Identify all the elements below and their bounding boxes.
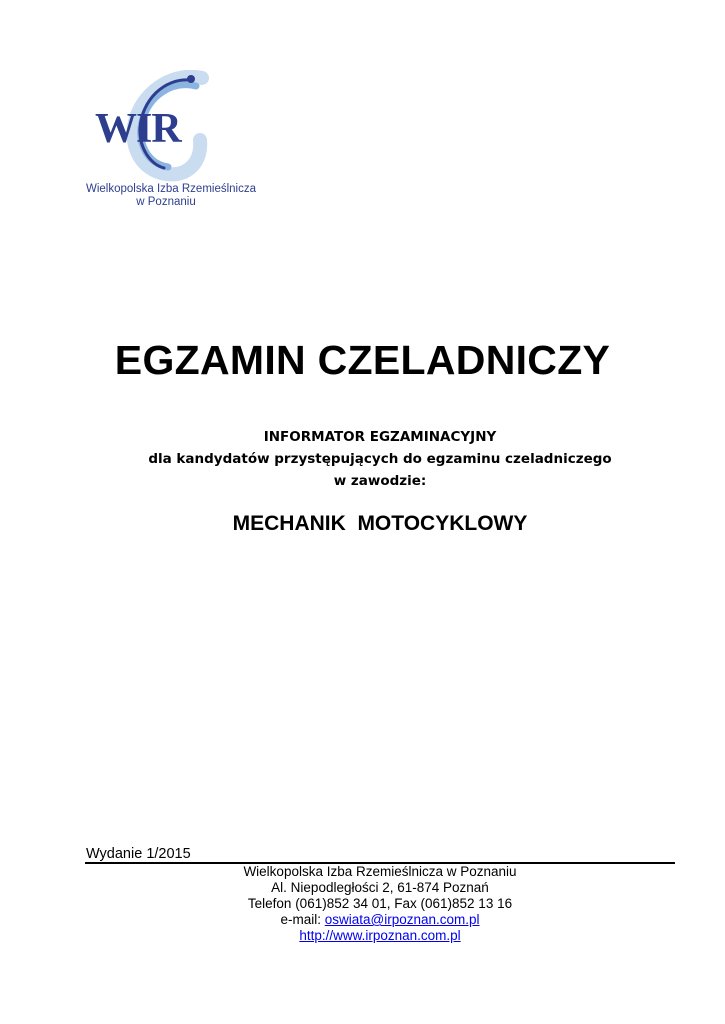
- logo-emblem: [84, 70, 244, 190]
- subtitle-block: [0, 426, 725, 492]
- edition-label: Wydanie 1/2015: [86, 846, 191, 862]
- footer-email-link[interactable]: oswiata@irpoznan.com.pl: [324, 912, 480, 927]
- footer-website-row: [85, 928, 675, 944]
- footer-email-label: e-mail:: [280, 912, 325, 927]
- footer-phone-fax: Telefon (061)852 34 01, Fax (061)852 13 16: [247, 896, 513, 911]
- logo-caption: [86, 183, 257, 209]
- logo-dot: [187, 75, 195, 83]
- document-title: EGZAMIN CZELADNICZY: [114, 337, 611, 383]
- subtitle-line3: w zawodzie:: [333, 473, 427, 489]
- footer-website-link[interactable]: http://www.irpoznan.com.pl: [299, 928, 461, 943]
- logo-letters: WIR: [95, 106, 181, 152]
- logo-caption-line2: w Poznaniu: [136, 196, 196, 208]
- logo-caption-line1: Wielkopolska Izba Rzemieślnicza: [86, 183, 257, 195]
- subtitle-line2: dla kandydatów przystępujących do egzaminu czeladniczego: [148, 451, 612, 467]
- footer-organization: Wielkopolska Izba Rzemieślnicza w Poznaniu: [243, 864, 517, 879]
- footer-address: Al. Niepodległości 2, 61-874 Poznań: [271, 880, 489, 895]
- footer-contact: [85, 864, 675, 944]
- profession-name: MECHANIK MOTOCYKLOWY: [232, 512, 528, 535]
- footer-email-row: [85, 912, 675, 928]
- subtitle-line1: INFORMATOR EGZAMINACYJNY: [263, 429, 497, 445]
